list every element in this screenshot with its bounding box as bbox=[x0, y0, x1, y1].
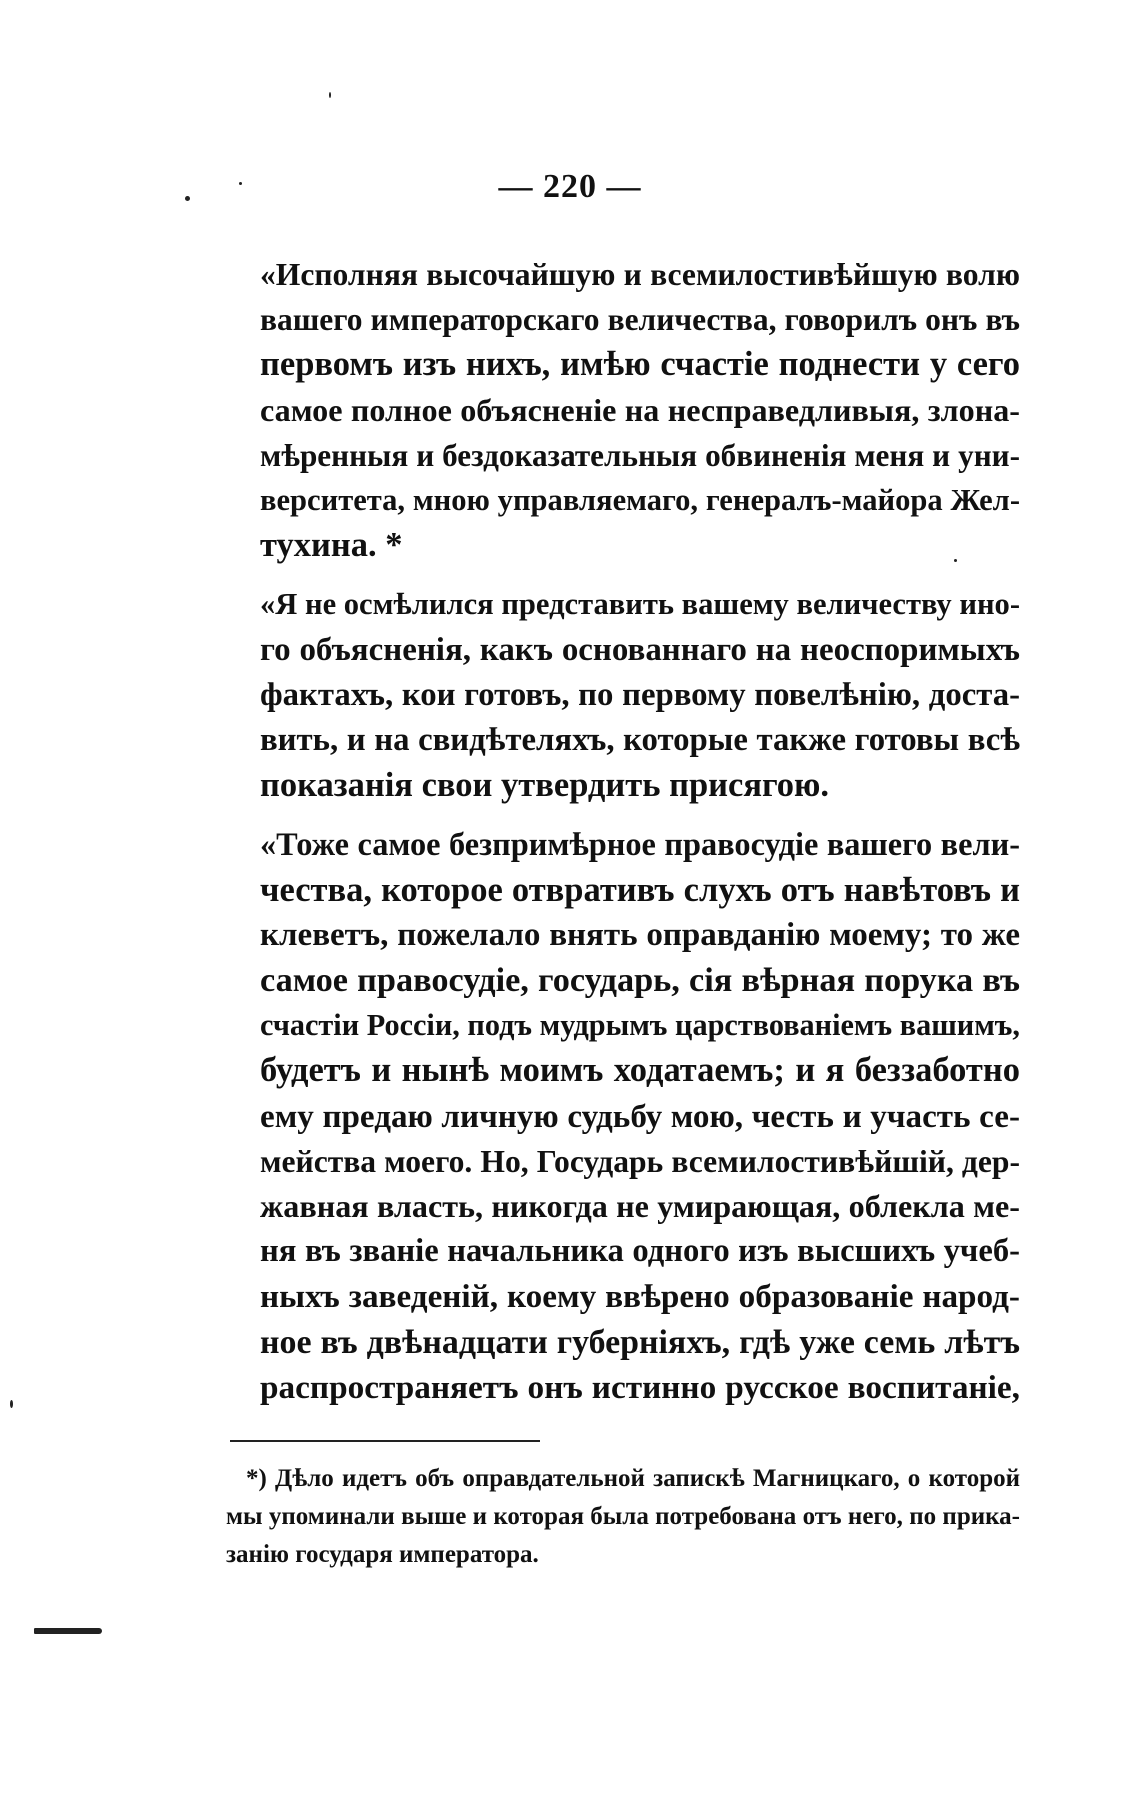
text-line: верситета, мною управляемаго, генералъ-майора Жел- bbox=[260, 483, 1020, 518]
text-line: первомъ изъ нихъ, имѣю счастіе поднести у сего bbox=[260, 345, 1020, 384]
scan-speck bbox=[10, 1400, 13, 1408]
text-line: ему предаю личную судьбу мою, честь и участь се- bbox=[260, 1097, 1020, 1135]
text-line: «Тоже самое безпримѣрное правосудіе вашего вели- bbox=[260, 826, 1020, 863]
text-line: «Исполняя высочайшую и всемилостивѣйшую волю bbox=[260, 257, 1020, 292]
text-line: показанія свои утвердить присягою. bbox=[260, 766, 830, 805]
text-line: вашего императорскаго величества, говорилъ онъ въ bbox=[260, 302, 1020, 338]
text-line: самое правосудіе, государь, сія вѣрная порука въ bbox=[260, 961, 1020, 1000]
footnote bbox=[226, 1460, 1020, 1574]
text-line: ныхъ заведеній, коему ввѣрено образованіе народ- bbox=[260, 1278, 1020, 1316]
text-line: клеветъ, пожелало внять оправданію моему; то же bbox=[260, 916, 1020, 953]
text-line: жавная власть, никогда не умирающая, облекла ме- bbox=[260, 1188, 1020, 1225]
margin-mark bbox=[34, 1628, 102, 1634]
text-line: будетъ и нынѣ моимъ ходатаемъ; и я беззаботно bbox=[260, 1051, 1020, 1090]
text-line: чества, которое отвративъ слухъ отъ навѣтовъ и bbox=[260, 870, 1020, 909]
scan-speck bbox=[329, 92, 331, 98]
text-line: мѣренныя и бездоказательныя обвиненія меня и уни- bbox=[260, 437, 1020, 473]
body-text bbox=[226, 252, 1020, 1424]
text-line: самое полное объясненіе на несправедливыя, злона- bbox=[260, 391, 1020, 428]
text-line: вить, и на свидѣтеляхъ, которые также готовы всѣ bbox=[260, 722, 1020, 759]
paragraph-3 bbox=[226, 822, 1020, 1410]
text-line: фактахъ, кои готовъ, по первому повелѣнію, доста- bbox=[260, 676, 1020, 713]
text-line: мейства моего. Но, Государь всемилостивѣйшій, дер- bbox=[260, 1143, 1020, 1179]
text-line: ня въ званіе начальника одного изъ высшихъ учеб- bbox=[260, 1233, 1020, 1270]
footnote-line: мы упоминали выше и которая была потребована отъ него, по прика- bbox=[226, 1503, 1020, 1530]
text-line: тухина. * bbox=[260, 526, 403, 565]
footnote-line: занію государя императора. bbox=[226, 1541, 539, 1568]
text-line: распространяетъ онъ истинно русское воспитаніе, bbox=[260, 1368, 1020, 1406]
footnote-divider bbox=[230, 1440, 540, 1442]
text-line: счастіи Россіи, подъ мудрымъ царствованіемъ вашимъ, bbox=[260, 1008, 1020, 1043]
page-number: — 220 — bbox=[498, 168, 642, 205]
footnote-line: *) Дѣло идетъ объ оправдательной запискѣ Магницкаго, о которой bbox=[246, 1465, 1020, 1492]
text-line: го объясненія, какъ основаннаго на неоспоримыхъ bbox=[260, 631, 1020, 668]
paragraph-2 bbox=[226, 582, 1020, 808]
text-line: «Я не осмѣлился представить вашему величеству ино- bbox=[260, 587, 1020, 622]
text-line: ное въ двѣнадцати губерніяхъ, гдѣ уже семь лѣтъ bbox=[260, 1323, 1020, 1361]
paragraph-1 bbox=[226, 252, 1020, 568]
